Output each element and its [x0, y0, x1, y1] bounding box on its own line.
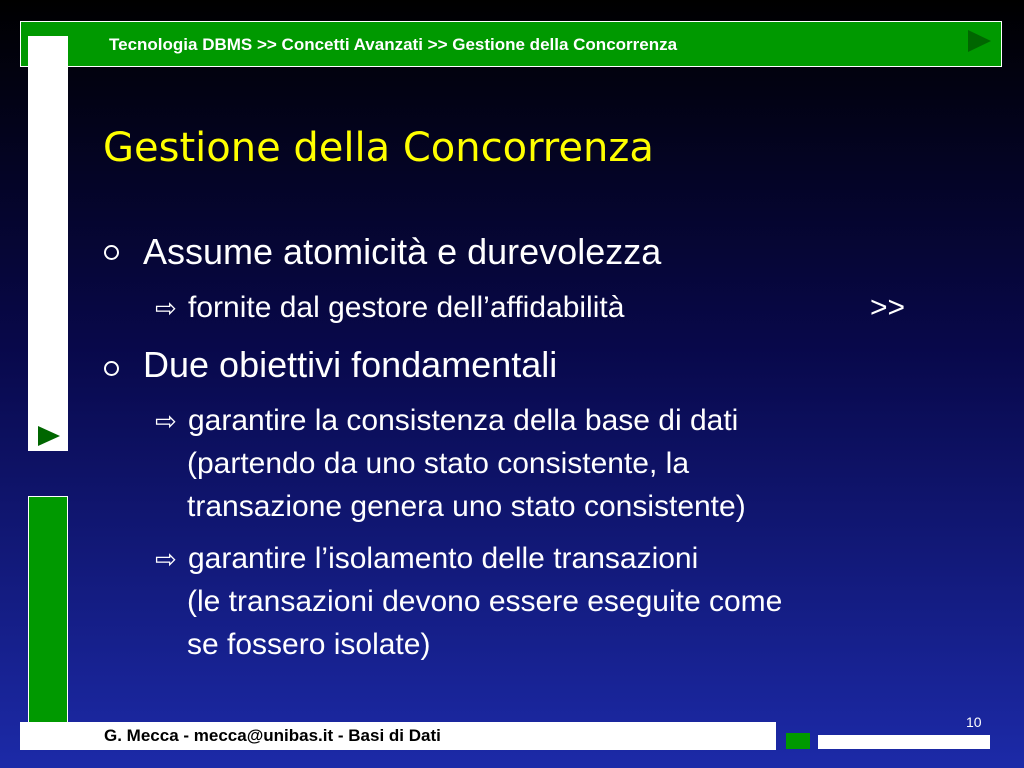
sub-bullet-line: (le transazioni devono essere eseguite come	[187, 585, 783, 618]
sub-bullet-item: fornite dal gestore dell’affidabilità	[188, 291, 625, 324]
footer-green-block	[786, 733, 810, 749]
page-number: 10	[966, 714, 982, 730]
bullet-circle-icon	[104, 245, 119, 260]
breadcrumb: Tecnologia DBMS >> Concetti Avanzati >> Gestione della Concorrenza	[109, 35, 678, 54]
bullet-item: Assume atomicità e durevolezza	[143, 231, 662, 272]
play-triangle-icon[interactable]	[968, 30, 991, 52]
sidebar-green-block	[28, 496, 68, 736]
more-link[interactable]: >>	[870, 291, 906, 324]
sub-bullet-line: se fossero isolate)	[187, 628, 431, 661]
sub-bullet-line: garantire la consistenza della base di dati	[188, 404, 739, 437]
arrow-right-outline-icon: ⇨	[155, 406, 177, 436]
sidebar-panel	[28, 36, 68, 451]
play-triangle-icon[interactable]	[38, 426, 60, 446]
arrow-right-outline-icon: ⇨	[155, 293, 177, 323]
sub-bullet-line: (partendo da uno stato consistente, la	[187, 447, 690, 480]
arrow-right-outline-icon: ⇨	[155, 544, 177, 574]
sub-bullet-line: garantire l’isolamento delle transazioni	[188, 542, 699, 575]
footer-white-block	[818, 735, 990, 749]
footer-text: G. Mecca - mecca@unibas.it - Basi di Dati	[104, 726, 441, 745]
header-bar	[20, 21, 1002, 67]
sub-bullet-line: transazione genera uno stato consistente)	[187, 490, 746, 523]
slide-title: Gestione della Concorrenza	[103, 125, 654, 171]
bullet-item: Due obiettivi fondamentali	[143, 344, 558, 385]
bullet-circle-icon	[104, 361, 119, 376]
footer-bar	[20, 722, 776, 750]
